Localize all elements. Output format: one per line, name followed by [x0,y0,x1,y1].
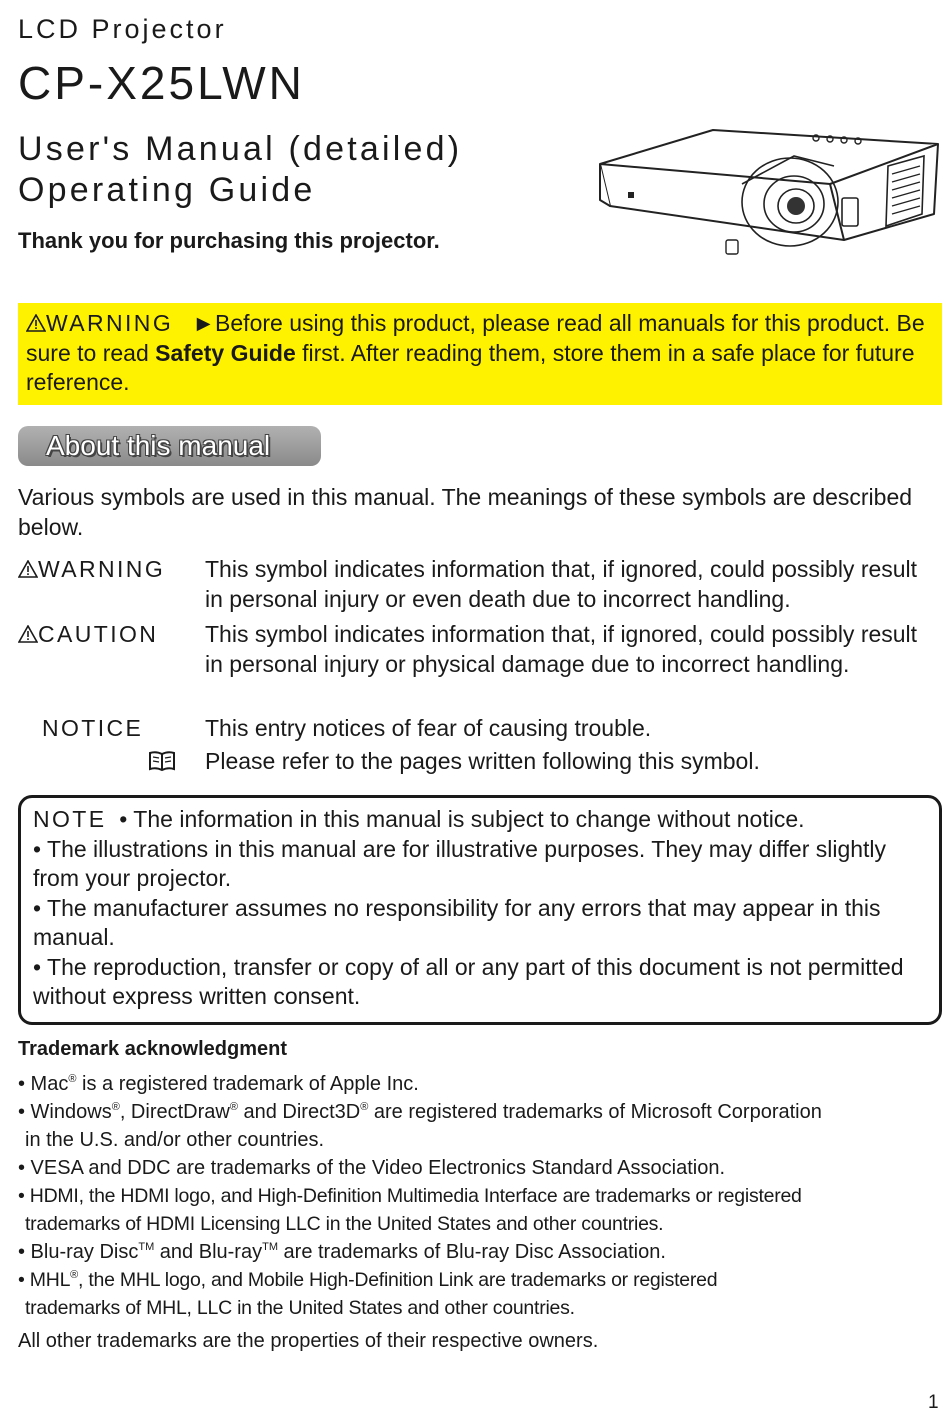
note-item: • The illustrations in this manual are for illustrative purposes. They may differ slightly from your projector. [33,835,887,891]
symbol-label-warning [18,555,165,585]
note-item: • The reproduction, transfer or copy of all or any part of this document is not permitted without express written consent. [33,953,904,1009]
symbol-label-text: WARNING [38,556,166,582]
model-name: CP-X25LWN [18,57,305,109]
symbol-desc-reference: Please refer to the pages written following this symbol. [205,748,760,774]
page-number: 1 [928,1392,939,1413]
trademark-item-bluray: • Blu-ray Disc™ and Blu-ray™ are trademarks of Blu-ray Disc Association. [18,1241,666,1263]
trademark-footer: All other trademarks are the properties of their respective owners. [18,1330,599,1352]
projector-illustration [598,122,942,274]
symbol-desc-notice: This entry notices of fear of causing trouble. [205,715,652,741]
note-label: NOTE [33,806,107,832]
note-item: • The information in this manual is subject to change without notice. [119,806,805,832]
manual-subtitle: Operating Guide [18,171,316,209]
symbol-label-text: CAUTION [38,621,159,647]
warning-label: WARNING [46,310,174,336]
symbol-label-caution [18,620,158,650]
note-box [18,795,942,1025]
trademark-item-mac: • Mac® is a registered trademark of Apple Inc. [18,1073,419,1095]
symbol-desc-warning: This symbol indicates information that, if ignored, could possibly result in personal injury or even death due to incorrect handling. [205,556,918,612]
trademark-item-vesa: • VESA and DDC are trademarks of the Video Electronics Standard Association. [18,1157,726,1179]
book-icon [148,750,176,772]
warning-text-end: first. After reading them, store them in a safe place for future reference. [26,339,915,395]
section-heading-about: About this manual [18,426,321,466]
warning-triangle-icon [18,560,38,578]
trademark-item-hdmi: • HDMI, the HDMI logo, and High-Definition Multimedia Interface are trademarks or registered trademarks of HDMI Licensing LLC in the United States and other countries. [18,1185,802,1235]
product-type: LCD Projector [18,14,227,44]
warning-triangle-icon [26,314,46,332]
symbol-label-notice: NOTICE [42,715,144,741]
about-intro: Various symbols are used in this manual. The meanings of these symbols are described below. [18,484,913,540]
note-item: • The manufacturer assumes no responsibility for any errors that may appear in this manual. [33,894,881,950]
manual-title: User's Manual (detailed) [18,130,463,168]
warning-text: ►Before using this product, please read all manuals for this product. Be sure to read [26,310,925,366]
safety-guide-ref: Safety Guide [155,339,296,366]
thanks-heading: Thank you for purchasing this projector. [18,228,440,253]
trademark-heading: Trademark acknowledgment [18,1038,287,1060]
trademark-item-mhl: • MHL®, the MHL logo, and Mobile High-Definition Link are trademarks or registered trademarks of MHL, LLC in the United States and other countries. [18,1269,718,1319]
trademark-item-windows: • Windows®, DirectDraw® and Direct3D® are registered trademarks of Microsoft Corporation in the U.S. and/or other countries. [18,1101,822,1151]
symbol-desc-caution: This symbol indicates information that, if ignored, could possibly result in personal injury or physical damage due to incorrect handling. [205,621,918,677]
warning-triangle-icon [18,625,38,643]
warning-box [18,303,942,405]
